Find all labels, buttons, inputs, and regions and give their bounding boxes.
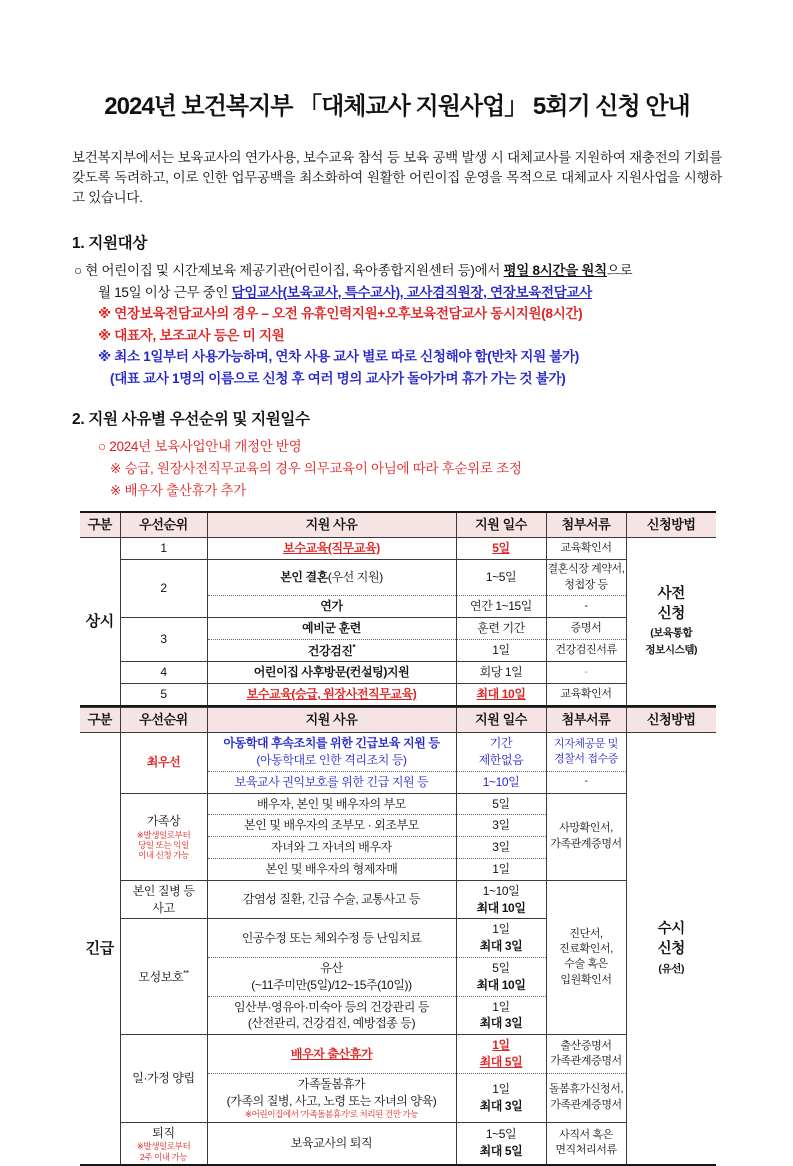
column-header: 지원 사유 bbox=[207, 708, 456, 733]
category-regular: 상시 bbox=[80, 538, 120, 706]
text-segment: ○ 2024년 보육사업안내 개정안 반영 bbox=[98, 439, 302, 455]
cell: - bbox=[546, 662, 626, 684]
cell: 최대 10일 bbox=[456, 684, 546, 706]
section1-notes bbox=[72, 260, 722, 390]
cell: 기간 제한없음 bbox=[456, 733, 546, 772]
cell: 본인 및 배우자의 조부모 · 외조부모 bbox=[207, 815, 456, 837]
cell: 연가 bbox=[207, 596, 456, 618]
column-header: 지원 사유 bbox=[207, 512, 456, 538]
table-row bbox=[80, 560, 716, 596]
column-header: 우선순위 bbox=[120, 708, 207, 733]
cell: 1~10일 bbox=[456, 771, 546, 793]
apply-method-advance: 사전 신청 (보육통합 정보시스템) bbox=[626, 538, 716, 706]
cell: 보육교사 권익보호를 위한 긴급 지원 등 bbox=[207, 771, 456, 793]
cell: 5일 bbox=[456, 538, 546, 560]
cell: 1일 최대 3일 bbox=[456, 1073, 546, 1122]
priority-table-urgent bbox=[80, 707, 716, 1166]
cell: 5 bbox=[120, 684, 207, 706]
cell: 결혼식장 계약서, 청첩장 등 bbox=[546, 560, 626, 596]
text-segment: (대표 교사 1명의 이름으로 신청 후 여러 명의 교사가 돌아가며 휴가 가는 것 불가) bbox=[110, 370, 566, 386]
table-row bbox=[80, 662, 716, 684]
section1-heading: 1. 지원대상 bbox=[72, 234, 148, 252]
cell: 1일 최대 5일 bbox=[456, 1035, 546, 1074]
text-segment: 평일 8시간을 원칙 bbox=[503, 262, 607, 278]
text-segment: ※ 연장보육전담교사의 경우 – 오전 유휴인력지원+오후보육전담교사 동시지원(8시간) bbox=[98, 306, 583, 322]
text-segment: 으로 bbox=[606, 262, 633, 278]
cell: 1일 bbox=[456, 858, 546, 880]
header-row bbox=[80, 512, 716, 538]
cell: 5일 bbox=[456, 793, 546, 815]
text-line bbox=[72, 282, 722, 304]
cell: 건강검진* bbox=[207, 639, 456, 662]
table-row bbox=[80, 1035, 716, 1074]
cell: - bbox=[546, 596, 626, 618]
cell: 아동학대 후속조치를 위한 긴급보육 지원 등 (아동학대로 인한 격리조치 등) bbox=[207, 733, 456, 772]
text-segment: 담임교사(보육교사, 특수교사), 교사겸직원장, 연장보육전담교사 bbox=[231, 284, 592, 300]
cell: 임산부·영유아·미숙아 등의 건강관리 등 (산전관리, 건강검진, 예방접종 등) bbox=[207, 996, 456, 1035]
column-header: 지원 일수 bbox=[456, 512, 546, 538]
cell: 1~5일 최대 5일 bbox=[456, 1122, 546, 1165]
page-title: 2024년 보건복지부 「대체교사 지원사업」 5회기 신청 안내 bbox=[104, 93, 690, 120]
cell: 보수교육(승급, 원장사전직무교육) bbox=[207, 684, 456, 706]
column-header: 구분 bbox=[80, 512, 120, 538]
cell: 1~10일 최대 10일 bbox=[456, 880, 546, 919]
text-line bbox=[72, 368, 722, 390]
table-row bbox=[80, 793, 716, 815]
cell: 자녀와 그 자녀의 배우자 bbox=[207, 837, 456, 859]
cell: 보육교사의 퇴직 bbox=[207, 1122, 456, 1165]
section2-notes bbox=[72, 436, 722, 501]
cell: 지자체공문 및 경찰서 접수증 bbox=[546, 733, 626, 772]
cell: 회당 1일 bbox=[456, 662, 546, 684]
cell: 본인 결혼(우선 지원) bbox=[207, 560, 456, 596]
cell: 연간 1~15일 bbox=[456, 596, 546, 618]
cell: 2 bbox=[120, 560, 207, 618]
text-line bbox=[72, 436, 722, 458]
cell: 1일 bbox=[456, 639, 546, 662]
table-row bbox=[80, 1122, 716, 1165]
table-row bbox=[80, 617, 716, 639]
cell: 3일 bbox=[456, 815, 546, 837]
column-header: 첨부서류 bbox=[546, 708, 626, 733]
text-segment: ※ 배우자 출산휴가 추가 bbox=[110, 482, 247, 498]
cell: 4 bbox=[120, 662, 207, 684]
cell: 증명서 bbox=[546, 617, 626, 639]
cell: 사망확인서, 가족관계증명서 bbox=[546, 793, 626, 880]
cell: 돌봄휴가신청서, 가족관계증명서 bbox=[546, 1073, 626, 1122]
column-header: 첨부서류 bbox=[546, 512, 626, 538]
table-row bbox=[80, 880, 716, 919]
text-line bbox=[72, 303, 722, 325]
apply-method-anytime: 수시 신청 (유선) bbox=[626, 733, 716, 1165]
cell: 5일 최대 10일 bbox=[456, 957, 546, 996]
cell: 감염성 질환, 긴급 수술, 교통사고 등 bbox=[207, 880, 456, 919]
priority-tables bbox=[80, 511, 722, 1165]
text-segment: ※ 승급, 원장사전직무교육의 경우 의무교육이 아님에 따라 후순위로 조정 bbox=[110, 461, 522, 477]
cell: 교육확인서 bbox=[546, 538, 626, 560]
cell: 출산증명서 가족관계증명서 bbox=[546, 1035, 626, 1074]
cell: 배우자 출산휴가 bbox=[207, 1035, 456, 1074]
text-line bbox=[72, 346, 722, 368]
column-header: 구분 bbox=[80, 708, 120, 733]
text-segment: ○ 현 어린이집 및 시간제보육 제공기관(어린이집, 육아종합지원센터 등)에서 bbox=[74, 262, 504, 278]
column-header: 지원 일수 bbox=[456, 708, 546, 733]
cell: 3일 bbox=[456, 837, 546, 859]
text-segment: 월 15일 이상 근무 중인 bbox=[98, 284, 232, 300]
cell: 인공수정 또는 체외수정 등 난임치료 bbox=[207, 919, 456, 958]
text-line bbox=[72, 458, 722, 480]
section2-heading: 2. 지원 사유별 우선순위 및 지원일수 bbox=[72, 411, 310, 429]
table-row bbox=[80, 733, 716, 772]
intro-paragraph: 보건복지부에서는 보육교사의 연가사용, 보수교육 참석 등 보육 공백 발생 시 대체교사를 지원하여 재충전의 기회를 갖도록 독려하고, 이로 인한 업무공백을 최소화하여 원활한 어린이집 운영을 목적으로 대체교사 지원사업을 시행하고 있습니다. bbox=[72, 150, 722, 205]
column-header: 신청방법 bbox=[626, 708, 716, 733]
cell: 1 bbox=[120, 538, 207, 560]
cell: 가족상 ※발생일로부터 당일 또는 익일 이내 신청 가능 bbox=[120, 793, 207, 880]
cell: 1일 최대 3일 bbox=[456, 919, 546, 958]
header-row bbox=[80, 708, 716, 733]
urgent-table-host bbox=[80, 707, 722, 1166]
cell: 보수교육(직무교육) bbox=[207, 538, 456, 560]
cell: 1일 최대 3일 bbox=[456, 996, 546, 1035]
regular-table-host bbox=[80, 511, 722, 707]
cell: 교육확인서 bbox=[546, 684, 626, 706]
priority-table-regular bbox=[80, 511, 716, 707]
text-line bbox=[72, 260, 722, 282]
category-urgent: 긴급 bbox=[80, 733, 120, 1165]
cell: 건강검진서류 bbox=[546, 639, 626, 662]
cell: 1~5일 bbox=[456, 560, 546, 596]
cell: 모성보호** bbox=[120, 919, 207, 1035]
cell: 예비군 훈련 bbox=[207, 617, 456, 639]
column-header: 우선순위 bbox=[120, 512, 207, 538]
cell: 본인 질병 등 사고 bbox=[120, 880, 207, 919]
cell: 훈련 기간 bbox=[456, 617, 546, 639]
cell: 본인 및 배우자의 형제자매 bbox=[207, 858, 456, 880]
cell: - bbox=[546, 771, 626, 793]
cell: 배우자, 본인 및 배우자의 부모 bbox=[207, 793, 456, 815]
cell: 일·가정 양립 bbox=[120, 1035, 207, 1122]
text-line bbox=[72, 325, 722, 347]
cell: 최우선 bbox=[120, 733, 207, 793]
cell: 사직서 혹은 면직처리서류 bbox=[546, 1122, 626, 1165]
text-line bbox=[72, 480, 722, 502]
cell: 가족돌봄휴가 (가족의 질병, 사고, 노령 또는 자녀의 양육) ※어린이집에서 '가족돌봄휴가'로 처리된 건만 가능 bbox=[207, 1073, 456, 1122]
cell: 진단서, 진료확인서, 수술 혹은 입원확인서 bbox=[546, 880, 626, 1034]
text-segment: ※ 대표자, 보조교사 등은 미 지원 bbox=[98, 327, 285, 343]
cell: 유산 (~11주미만(5일)/12~15주(10일)) bbox=[207, 957, 456, 996]
cell: 3 bbox=[120, 617, 207, 662]
table-row bbox=[80, 538, 716, 560]
column-header: 신청방법 bbox=[626, 512, 716, 538]
table-row bbox=[80, 684, 716, 706]
cell: 어린이집 사후방문(컨설팅)지원 bbox=[207, 662, 456, 684]
cell: 퇴직 ※발생일로부터 2주 이내 가능 bbox=[120, 1122, 207, 1165]
text-segment: ※ 최소 1일부터 사용가능하며, 연차 사용 교사 별로 따로 신청해야 함(반차 지원 불가) bbox=[98, 349, 579, 365]
